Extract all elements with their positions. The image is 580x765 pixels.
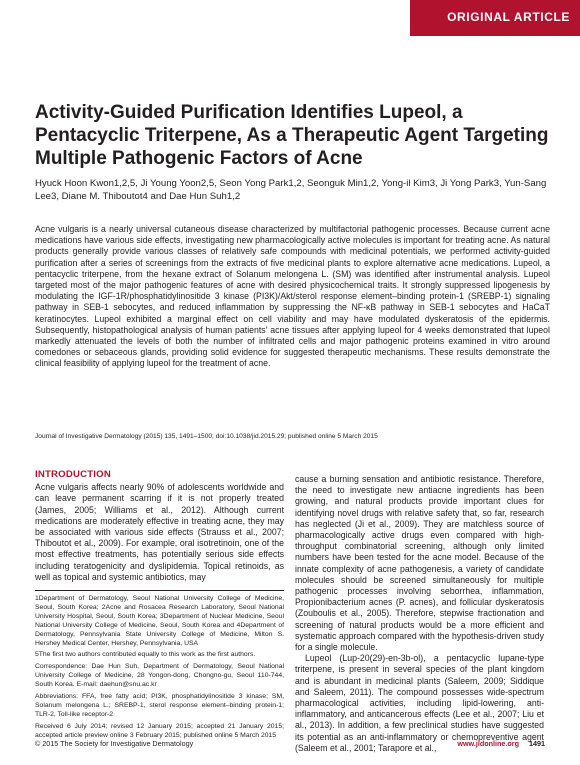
article-type-label: ORIGINAL ARTICLE: [447, 10, 570, 24]
section-heading-introduction: INTRODUCTION: [35, 469, 111, 480]
copyright-notice: © 2015 The Society for Investigative Dermatology: [35, 739, 194, 748]
article-type-banner: [410, 0, 580, 36]
dates-footnote: Received 6 July 2014; revised 12 January 2015; accepted 21 January 2015; accepted article preview online 3 February 2015; published online 5 March 2015: [35, 722, 284, 739]
citation-line: Journal of Investigative Dermatology (2015) 135, 1491–1500; doi:10.1038/jid.2015.29; published online 5 March 2015: [35, 433, 378, 440]
article-title: Activity-Guided Purification Identifies Lupeol, a Pentacyclic Triterpene, As a Therapeutic Agent Targeting Multiple Pathogenic Factors of Acne: [35, 102, 549, 169]
author-list: Hyuck Hoon Kwon1,2,5, Ji Young Yoon2,5, Seon Yong Park1,2, Seonguk Min1,2, Yong-il Kim3, Ji Yong Park3, Yun-Sang Lee3, Diane M. Thiboutot4 and Dae Hun Suh1,2: [35, 178, 547, 202]
affiliations-footnote: 1Department of Dermatology, Seoul National University College of Medicine, Seoul, South Korea; 2Acne and Rosacea Research Laboratory, Seoul National University Hospital, Seoul, South Korea; 3Department of Nuclear Medicine, Seoul National University College of Medicine, Seoul, South Korea and 4Department of Dermatology, Pennsylvania State University College of Medicine, Milton S. Hershey Medical Center, Hershey, Pennsylvania, USA: [35, 595, 284, 647]
correspondence-footnote: Correspondence: Dae Hun Suh, Department of Dermatology, Seoul National University College of Medicine, 28 Yongon-dong, Chongno-gu, Seoul 110-744, South Korea. E-mail: daehun@snu.ac.kr: [35, 663, 284, 689]
abstract: Acne vulgaris is a nearly universal cutaneous disease characterized by multifactorial pathogenic processes. Because current acne medications have various side effects, investigating new pharmacologically active molecules is important for treating acne. As natural products generally provide various classes of relatively safe compounds with medicinal potentials, we performed activity-guided purification after a series of screenings from the extracts of five medicinal plants to explore alternative acne medications. Lupeol, a pentacyclic triterpene, from the hexane extract of Solanum melongena L. (SM) was identified after instrumental analysis. Lupeol targeted most of the major pathogenic features of acne with desired physicochemical traits. It strongly suppressed lipogenesis by modulating the IGF-1R/phosphatidylinositide 3 kinase (PI3K)/Akt/sterol response element–binding protein-1 (SREBP-1) signaling pathway in SEB-1 sebocytes, and reduced inflammation by suppressing the NF-κB pathway in SEB-1 sebocytes and HaCaT keratinocytes. Lupeol exhibited a marginal effect on cell viability and may have modulated dyskeratosis of the epidermis. Subsequently, histopathological analysis of human patients' acne tissues after applying lupeol for 4 weeks demonstrated that lupeol markedly attenuated the levels of both the number of infiltrated cells and major pathogenic proteins examined in vitro around comedones or sebaceous glands, providing solid evidence for suggested therapeutic mechanisms. These results demonstrate the clinical feasibility of applying lupeol for the treatment of acne.: [35, 224, 550, 369]
page-number: 1491: [529, 739, 545, 748]
footnote-divider: [35, 590, 284, 591]
abbreviations-footnote: Abbreviations: FFA, free fatty acid; PI3K, phosphatidylinositide 3 kinase; SM, Solanum melongena L.; SREBP-1, sterol response element–binding protein-1; TLR-2, Toll-like receptor-2: [35, 693, 284, 718]
body-paragraph-1: cause a burning sensation and antibiotic resistance. Therefore, the need to investigate new antiacne ingredients has been growing, and natural products provide important clues for identifying novel drugs with relative safety that, so far, research has neglected (Ji et al., 2009). They are matchless source of pharmacologically active drugs even compared with high-throughput combinatorial screening, although only limited numbers have been tested for the acne model. Because of the innate complexity of acne pathogenesis, a variety of candidate molecules should be screened simultaneously for multiple pathogenic processes involving seborrhea, inflammation, Propionibacterium acnes (P. acnes), and follicular dyskeratosis (Zouboulis et al., 2005). Therefore, stepwise fractionation and screening of natural products would be a more efficient and systematic approach compared with the hypothesis-driven study for a single molecule.: [295, 474, 544, 653]
left-column: [35, 469, 284, 744]
introduction-paragraph: Acne vulgaris affects nearly 90% of adolescents worldwide and can leave permanent scarring if it is not properly treated (James, 2005; Williams et al., 2012). Although current medications are moderately effective in treating acne, they may be associated with various side effects (Strauss et al., 2007; Thiboutot et al., 2009). For example, oral isotretinoin, one of the most effective treatments, has potentially serious side effects including teratogenicity and dyslipidemia. Topical retinoids, as well as topical and systemic antibiotics, may: [35, 482, 284, 582]
body-paragraph-2: Lupeol (Lup-20(29)-en-3b-ol), a pentacyclic lupane-type triterpene, is present in several species of the plant kingdom and is abundant in medicinal plants (Saleem, 2009; Siddique and Saleem, 2011). The compound possesses wide-spectrum pharmacological activities, including lipid-lowering, anti-inflammatory, and anticancerous effects (Lee et al., 2007; Liu et al., 2013). In addition, a few preclinical studies have suggested its potential as an anti-inflammatory or chemopreventive agent (Saleem et al., 2001; Tarapore et al.,: [295, 653, 544, 753]
right-column: [295, 474, 544, 754]
equal-contribution-footnote: 5The first two authors contributed equally to this work as the first authors.: [35, 651, 256, 659]
journal-website-link[interactable]: www.jidonline.org: [457, 739, 519, 748]
